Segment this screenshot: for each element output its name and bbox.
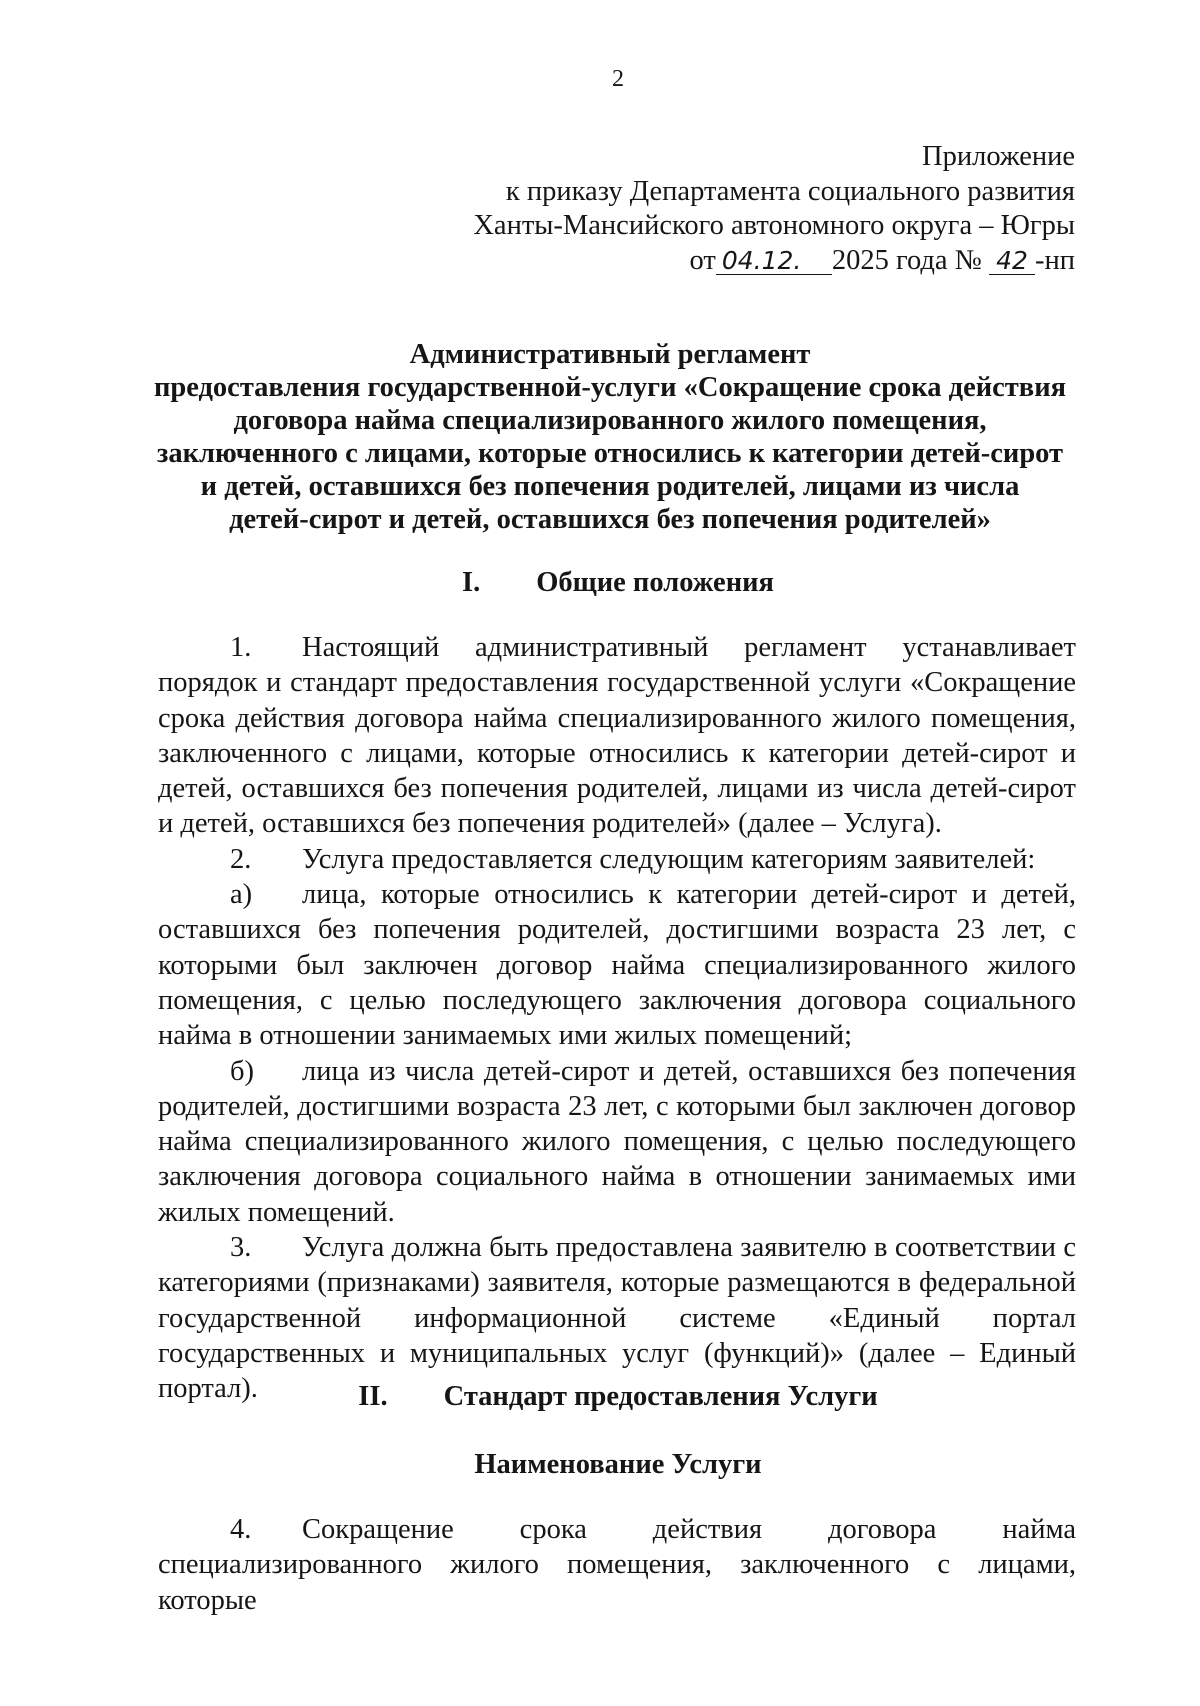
number-suffix: -нп [1035,245,1075,277]
section-1-heading [0,566,1200,600]
title-line-6: детей-сирот и детей, оставшихся без попечения родителей» [229,504,991,535]
paragraph-2b-letter: б) [230,1055,254,1087]
paragraph-2-text: Услуга предоставляется следующим категориям заявителей: [302,843,1036,875]
from-label: от [689,245,716,277]
paragraph-2a-letter: а) [230,879,253,911]
paragraph-1 [158,630,1076,842]
appendix-line-2: к приказу Департамента социального развития [505,175,1075,207]
section-2-body [158,1512,1076,1618]
paragraph-4 [158,1512,1076,1618]
handwritten-number: 42 [989,248,1035,275]
paragraph-1-number: 1. [230,632,252,663]
section-1-body [158,630,1076,1407]
handwritten-date: 04.12. [716,248,832,275]
section-2-title: Стандарт предоставления Услуги [443,1381,878,1412]
appendix-block [355,140,1075,279]
section-1-title: Общие положения [536,567,774,598]
appendix-line-1: Приложение [922,141,1075,172]
paragraph-2 [158,842,1076,877]
title-line-1: Административный регламент [409,339,811,370]
subsection-title: Наименование Услуги [474,1449,762,1480]
paragraph-2b-text: лица из числа детей-сирот и детей, оставшихся без попечения родителей, достигшими возраста 23 лет, с которыми был заключен договор найма специализированного жилого помещения, с целью последующего заключения договора социального найма в отношении занимаемых ими жилых помещений. [158,1055,1076,1228]
page-number: 2 [612,66,624,92]
subsection-heading [0,1448,1200,1482]
section-1-number: I. [462,567,481,598]
paragraph-3-text: Услуга должна быть предоставлена заявителю в соответствии с категориями (признаками) заявителя, которые размещаются в федеральной государственной информационной системе «Единый портал государственных и муниципальных услуг (функций)» (далее – Единый портал). [158,1232,1076,1405]
paragraph-2a-text: лица, которые относились к категории детей-сирот и детей, оставшихся без попечения родителей, достигшими возраста 23 лет, с которыми был заключен договор найма специализированного жилого помещения, с целью последующего заключения договора социального найма в отношении занимаемых ими жилых помещений; [158,879,1076,1052]
title-line-4: заключенного с лицами, которые относились к категории детей-сирот [156,438,1064,469]
paragraph-2b [158,1054,1076,1230]
paragraph-2a [158,877,1076,1053]
document-title [140,338,1080,536]
title-line-3: договора найма специализированного жилого помещения, [233,405,987,436]
appendix-line-4 [355,244,1075,279]
year-text: 2025 года № [831,245,982,277]
paragraph-3-number: 3. [230,1232,252,1264]
paragraph-2-number: 2. [230,843,252,875]
section-2-number: II. [358,1381,388,1412]
section-2-heading [0,1380,1200,1414]
appendix-line-3: Ханты-Мансийского автономного округа – Югры [473,210,1075,242]
paragraph-4-text: Сокращение срока действия договора найма специализированного жилого помещения, заключенного с лицами, которые [158,1514,1076,1616]
title-line-5: и детей, оставшихся без попечения родителей, лицами из числа [200,471,1020,502]
title-line-2: предоставления государственной-услуги «Сокращение срока действия [153,372,1067,403]
paragraph-4-number: 4. [230,1514,252,1545]
paragraph-1-text: Настоящий административный регламент устанавливает порядок и стандарт предоставления государственной услуги «Сокращение срока действия договора найма специализированного жилого помещения, заключенного с лицами, которые относились к категории детей-сирот и детей, оставшихся без попечения родителей, лицами из числа детей-сирот и детей, оставшихся без попечения родителей» (далее – Услуга). [158,632,1076,840]
